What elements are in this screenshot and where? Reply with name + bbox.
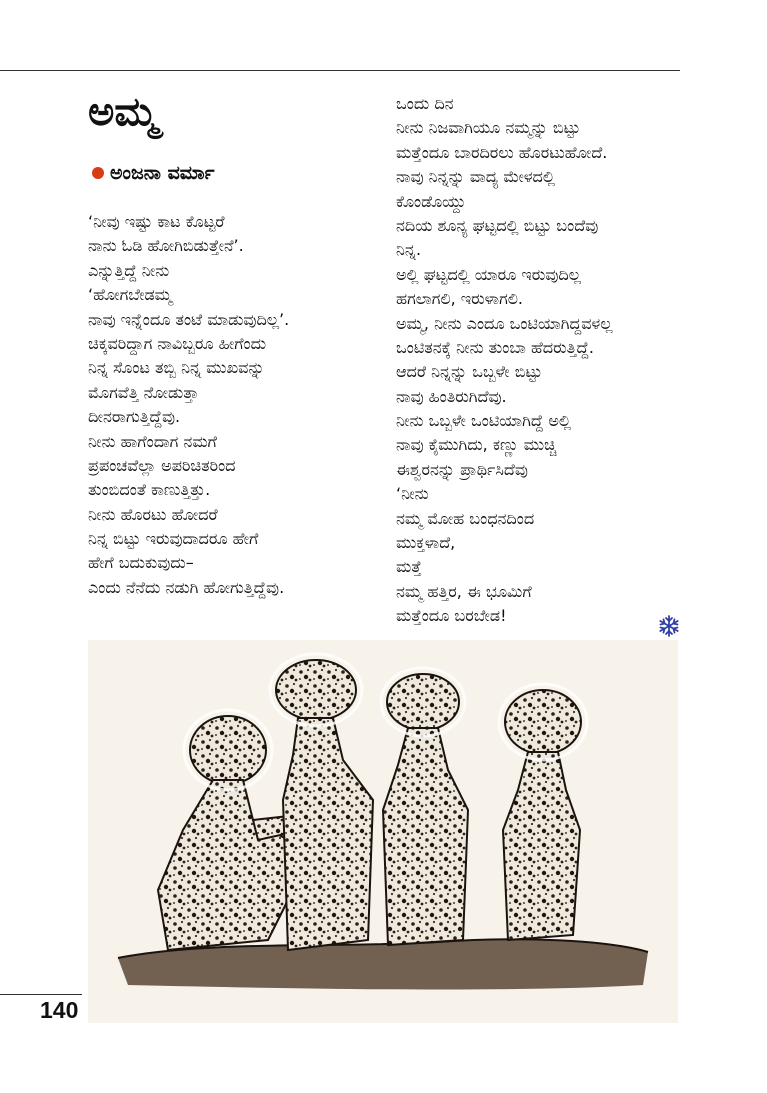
- poem-line: ನಮ್ಮ ಹತ್ತಿರ, ಈ ಭೂಮಿಗೆ: [396, 581, 532, 601]
- poem-line: ಒಂಟಿತನಕ್ಕೆ ನೀನು ತುಂಬಾ ಹೆದರುತ್ತಿದ್ದೆ.: [396, 337, 594, 357]
- poem-line: ನೀನು ಒಬ್ಬಳೇ ಒಂಟಿಯಾಗಿದ್ದೆ ಅಲ್ಲಿ: [396, 411, 571, 431]
- poem-line: ಅಲ್ಲಿ ಘಟ್ಟದಲ್ಲಿ ಯಾರೂ ಇರುವುದಿಲ್ಲ: [396, 264, 582, 284]
- poem-line: ಅಮ್ಮ, ನೀನು ಎಂದೂ ಒಂಟಿಯಾಗಿದ್ದವಳಲ್ಲ: [396, 313, 613, 333]
- poem-line: ಪ್ರಪಂಚವೆಲ್ಲಾ ಅಪರಿಚಿತರಿಂದ: [88, 455, 236, 475]
- poem-line: ನಿನ್ನ ಸೊಂಟ ತಬ್ಬಿ ನಿನ್ನ ಮುಖವನ್ನು: [88, 358, 265, 378]
- poem-line: ‘ಹೋಗಬೇಡಮ್ಮ: [88, 285, 173, 305]
- top-rule: [0, 70, 680, 71]
- poem-line: ಹೇಗೆ ಬದುಕುವುದು–: [88, 553, 194, 573]
- poem-line: ಒಂದು ದಿನ: [396, 94, 454, 113]
- page-number-rule: [0, 994, 82, 995]
- poem-line: ಎಂದು ನೆನೆದು ನಡುಗಿ ಹೋಗುತ್ತಿದ್ದೆವು.: [88, 577, 285, 597]
- poem-line: ಕೊಂಡೊಯ್ದು: [396, 191, 466, 211]
- poem-line: ಹಗಲಾಗಲಿ, ಇರುಳಾಗಲಿ.: [396, 289, 524, 309]
- poem-title: ಅಮ್ಮ: [88, 89, 158, 135]
- four-figures-ink-illustration: [88, 640, 678, 1023]
- poem-line: ಮತ್ತೆ: [396, 557, 422, 577]
- poem-line: ನೀನು ನಿಜವಾಗಿಯೂ ನಮ್ಮನ್ನು ಬಿಟ್ಟು: [396, 118, 581, 138]
- poem-column-right: [396, 92, 613, 629]
- poem-line: ನಾನು ಓಡಿ ಹೋಗಿಬಿಡುತ್ತೇನೆ’.: [88, 236, 244, 256]
- poem-line: ನಾವು ಕೈಮುಗಿದು, ಕಣ್ಣು ಮುಚ್ಚಿ: [396, 435, 557, 455]
- poem-line: ‘ನೀನು: [396, 484, 429, 504]
- poem-line: ತುಂಬಿದಂತೆ ಕಾಣುತ್ತಿತ್ತು.: [88, 480, 211, 500]
- author-name: ಅಂಜನಾ ವರ್ಮಾ: [110, 162, 215, 184]
- snowflake-icon: [657, 614, 681, 638]
- poem-line: ಮತ್ತೆಂದೂ ಬರಬೇಡ!: [396, 606, 507, 626]
- poem-line: ದೀನರಾಗುತ್ತಿದ್ದೆವು.: [88, 407, 181, 427]
- poem-line: ಚಿಕ್ಕವರಿದ್ದಾಗ ನಾವಿಬ್ಬರೂ ಹೀಗೆಂದು: [88, 333, 267, 353]
- bullet-dot-icon: [92, 167, 104, 179]
- poem-line: ನಾವು ಇನ್ನೆಂದೂ ತಂಟೆ ಮಾಡುವುದಿಲ್ಲ’.: [88, 309, 290, 329]
- author-byline: [92, 160, 214, 186]
- poem-line: ‘ನೀವು ಇಷ್ಟು ಕಾಟ ಕೊಟ್ಟರೆ: [88, 212, 225, 231]
- poem-line: ನೀನು ಹಾಗೆಂದಾಗ ನಮಗೆ: [88, 431, 217, 451]
- poem-line: ಮತ್ತೆಂದೂ ಬಾರದಿರಲು ಹೊರಟುಹೋದೆ.: [396, 142, 608, 162]
- page-number: 140: [40, 997, 79, 1023]
- poem-column-left: [88, 210, 289, 600]
- poem-line: ನಿನ್ನ.: [396, 240, 422, 260]
- poem-line: ನದಿಯ ಶೂನ್ಯ ಘಟ್ಟದಲ್ಲಿ ಬಿಟ್ಟು ಬಂದೆವು: [396, 215, 599, 235]
- poem-line: ನಾವು ಹಿಂತಿರುಗಿದೆವು.: [396, 386, 507, 406]
- poem-line: ಮುಕ್ತಳಾದೆ,: [396, 533, 456, 553]
- poem-line: ಈಶ್ವರನನ್ನು ಪ್ರಾರ್ಥಿಸಿದೆವು: [396, 459, 528, 479]
- poem-line: ಎನ್ನುತ್ತಿದ್ದೆ ನೀನು: [88, 260, 170, 280]
- poem-line: ಆದರೆ ನಿನ್ನನ್ನು ಒಬ್ಬಳೇ ಬಿಟ್ಟು: [396, 362, 543, 382]
- poem-line: ಮೊಗವೆತ್ತಿ ನೋಡುತ್ತಾ: [88, 382, 199, 402]
- poem-line: ನಾವು ನಿನ್ನನ್ನು ವಾದ್ಯ ಮೇಳದಲ್ಲಿ: [396, 167, 555, 187]
- poem-line: ನಿನ್ನ ಬಿಟ್ಟು ಇರುವುದಾದರೂ ಹೇಗೆ: [88, 529, 259, 549]
- poem-line: ನಮ್ಮ ಮೋಹ ಬಂಧನದಿಂದ: [396, 508, 535, 528]
- poem-line: ನೀನು ಹೊರಟು ಹೋದರೆ: [88, 504, 218, 524]
